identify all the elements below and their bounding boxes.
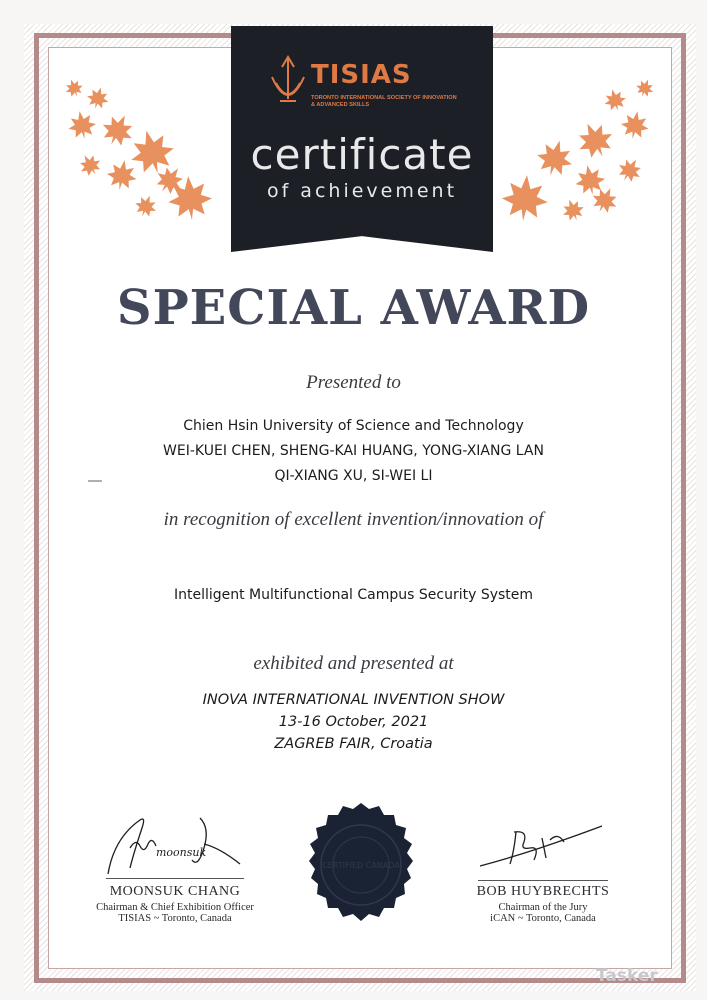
signature-line [106,878,244,879]
exhibited-label: exhibited and presented at [253,653,454,674]
watermark: Tasker [596,966,658,986]
seal-icon [292,800,430,930]
logo-name: TISIAS [311,60,412,90]
presented-label: Presented to [306,372,401,393]
invention-title: Intelligent Multifunctional Campus Security System [173,587,534,603]
certificate-title: certificate [250,130,474,179]
event-location: ZAGREB FAIR, Croatia [274,736,433,752]
scan-mark [88,480,102,482]
certificate-subtitle: of achievement [266,180,458,202]
signatory-name: MOONSUK CHANG [109,884,241,899]
maple-leaves-right-icon [495,70,675,230]
svg-text:moonsuk: moonsuk [156,846,207,859]
signature-line [478,880,608,881]
maple-leaves-left-icon [60,70,230,230]
recipient-institution: Chien Hsin University of Science and Technology [183,418,524,434]
signatory-org: iCAN ~ Toronto, Canada [490,913,596,924]
event-date: 13-16 October, 2021 [278,714,429,730]
tisias-logo-icon [268,55,308,115]
logo-subtitle: TORONTO INTERNATIONAL SOCIETY OF INNOVATION & ADVANCED SKILLS [311,95,457,108]
recipient-names: WEI-KUEI CHEN, SHENG-KAI HUANG, YONG-XIANG LAN [163,443,544,459]
signatory-org: TISIAS ~ Toronto, Canada [118,913,232,924]
event-name: INOVA INTERNATIONAL INVENTION SHOW [202,692,505,708]
signature-bob-huybrechts [470,818,610,878]
signatory-role: Chairman of the Jury [498,902,588,913]
award-title: SPECIAL AWARD [116,280,591,336]
signatory-role: Chairman & Chief Exhibition Officer [96,902,254,913]
signatory-name: BOB HUYBRECHTS [476,884,610,899]
recipient-names: QI-XIANG XU, SI-WEI LI [274,468,433,484]
recognition-label: in recognition of excellent invention/innovation of [163,509,544,530]
svg-text:CERTIFIED CANADA: CERTIFIED CANADA [322,861,400,870]
signature-moonsuk-chang [100,808,250,878]
